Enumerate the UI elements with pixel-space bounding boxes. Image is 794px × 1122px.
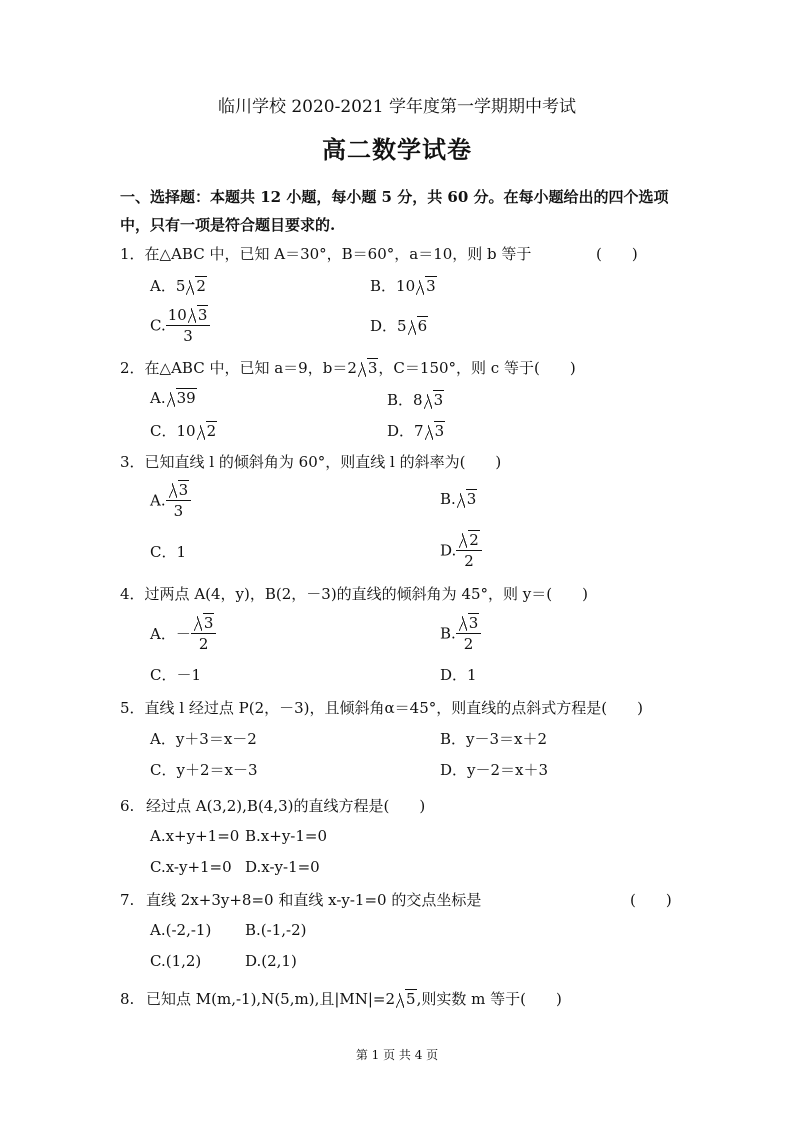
option-c: C.x-y+1=0	[150, 858, 232, 876]
option-d: D．y－2＝x＋3	[440, 761, 549, 779]
option-c: C.(1,2)	[150, 952, 202, 970]
sqrt-symbol: 2	[186, 277, 207, 295]
option-d: D.(2,1)	[245, 952, 297, 970]
option-a: A．y＋3＝x－2	[150, 730, 257, 748]
answer-bracket: ( )	[601, 699, 643, 717]
option-d: D．5 6	[370, 317, 428, 335]
question-4: 4．过两点 A(4，y)，B(2，－3)的直线的倾斜角为 45°，则 y＝( )	[120, 585, 589, 603]
option-d: D. $\frac{2}{2}$	[440, 530, 482, 571]
question-7: 7. 直线 2x+3y+8=0 和直线 x-y-1=0 的交点坐标是	[120, 891, 482, 909]
question-5: 5．直线 l 经过点 P(2，－3)，且倾斜角α＝45°，则直线的点斜式方程是( )	[120, 699, 643, 717]
sqrt-symbol: 6	[408, 317, 429, 335]
option-d: D．7 3	[387, 422, 445, 440]
option-c: C．y＋2＝x－3	[150, 761, 258, 779]
section-heading: 一、选择题：本题共 12 小题，每小题 5 分，共 60 分。在每小题给出的四个选项中，只有一项是符合题目要求的.	[120, 188, 669, 234]
option-d: D.x-y-1=0	[245, 858, 320, 876]
option-b: B. 3	[440, 490, 477, 508]
option-c: C．－1	[150, 666, 202, 684]
option-c: C．10 2	[150, 422, 217, 440]
option-b: B．8 3	[387, 391, 444, 409]
answer-bracket: ( )	[596, 245, 638, 263]
option-b: B. $\frac{3}{2}$	[440, 613, 481, 654]
answer-bracket: ( )	[459, 453, 502, 471]
answer-bracket: ( )	[383, 797, 426, 815]
option-b: B.(-1,-2)	[245, 921, 307, 939]
question-6: 6. 经过点 A(3,2),B(4,3)的直线方程是( )	[120, 797, 426, 815]
option-a: A．5 2	[150, 277, 206, 295]
question-3: 3．已知直线 l 的倾斜角为 60°，则直线 l 的斜率为( )	[120, 453, 502, 471]
question-number: 1．	[120, 245, 145, 263]
fraction: $\frac{10 3}{3}$	[166, 305, 211, 346]
option-a: A.x+y+1=0	[150, 827, 240, 845]
option-c: C．1	[150, 543, 187, 561]
question-2: 2．在△ABC 中，已知 a＝9，b＝2 3，C＝150°，则 c 等于( )	[120, 359, 576, 377]
option-b: B.x+y-1=0	[245, 827, 328, 845]
option-a: A. 39	[150, 389, 196, 407]
answer-bracket: ( )	[546, 585, 589, 603]
school-header: 临川学校 2020-2021 学年度第一学期期中考试	[217, 97, 577, 117]
sqrt-symbol: 3	[416, 277, 437, 295]
page-title: 高二数学试卷	[322, 135, 472, 164]
option-a: A. $\frac{3}{3}$	[150, 480, 191, 521]
option-a: A.(-2,-1)	[150, 921, 212, 939]
question-text: 在△ABC 中，已知 A＝30°，B＝60°，a＝10，则 b 等于	[144, 245, 532, 263]
option-c: C. $\frac{10 3}{3}$	[150, 305, 210, 346]
option-b: B．y－3＝x＋2	[440, 730, 548, 748]
option-d: D．1	[440, 666, 477, 684]
question-1	[120, 243, 531, 264]
answer-bracket: ( )	[533, 359, 576, 377]
question-8: 8. 已知点 M(m,-1),N(5,m),且|MN|=2 5,则实数 m 等于( )	[120, 990, 562, 1008]
page-footer: 第 1 页 共 4 页	[355, 1048, 439, 1062]
option-b: B．10 3	[370, 277, 436, 295]
answer-bracket: ( )	[630, 891, 672, 909]
option-a: A．－ $\frac{3}{2}$	[150, 613, 216, 654]
